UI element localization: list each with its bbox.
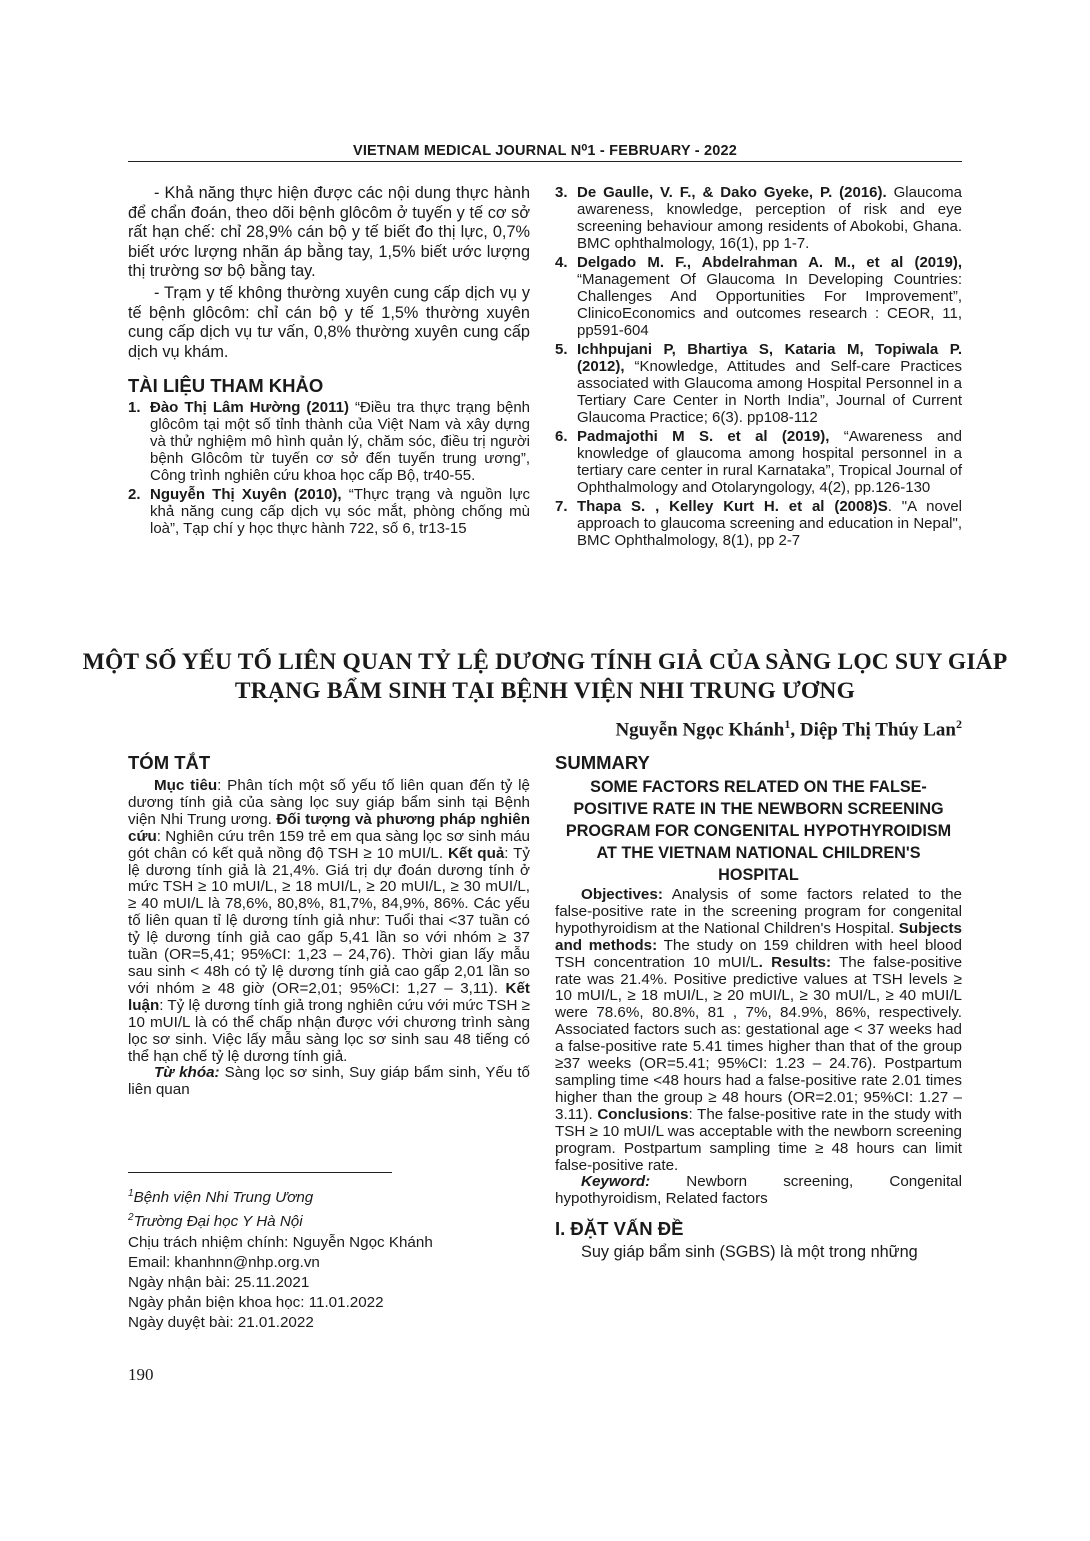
article-authors: Nguyễn Ngọc Khánh$^1$, Diệp Thị Thúy Lan$^2$ xyxy=(615,717,962,741)
intro-text: Suy giáp bẩm sinh (SGBS) là một trong những xyxy=(581,1243,918,1262)
reference-item: 5. Ichhpujani P, Bhartiya S, Kataria M, Topiwala P. (2012), “Knowledge, Attitudes and Self-care Practices associated with Glaucoma among Hospital Personnel in a Tertiary Care Center in North India”, Journal of Current Glaucoma Practice; 6(3). pp108-112 xyxy=(555,341,962,426)
reference-item: 7. Thapa S. , Kelley Kurt H. et al (2008)S. "A novel approach to glaucoma screening and education in Nepal", BMC Ophthalmology, 8(1), pp 2-7 xyxy=(555,498,962,549)
page-number: 190 xyxy=(128,1365,154,1384)
intro-heading: I. ĐẶT VẤN ĐỀ xyxy=(555,1218,684,1240)
reference-item: 3. De Gaulle, V. F., & Dako Gyeke, P. (2016). Glaucoma awareness, knowledge, perception of risk and eye screening behaviour among residents of Abokobi, Ghana. BMC ophthalmology, 16(1), pp 1-7. xyxy=(555,184,962,252)
abstract-vi xyxy=(128,752,530,1099)
corresponding-author: Chịu trách nhiệm chính: Nguyễn Ngọc Khánh xyxy=(128,1233,433,1251)
reference-item: 6. Padmajothi M S. et al (2019), “Awareness and knowledge of glaucoma among hospital personnel in a tertiary care center in rural Karnataka”, Tropical Journal of Ophthalmology and Otolaryngology, 4(2), pp.126-130 xyxy=(555,428,962,496)
header-rule xyxy=(128,161,962,162)
abstract-vi-heading: TÓM TẮT xyxy=(128,752,211,773)
summary-heading: SUMMARY xyxy=(555,752,650,773)
references-heading: TÀI LIỆU THAM KHẢO xyxy=(128,375,324,397)
conclusion-paragraph-1: - Khả năng thực hiện được các nội dung thực hành để chẩn đoán, theo dõi bệnh glôcôm ở tuyến y tế cơ sở rất hạn chế: chỉ 28,9% cán bộ y tế biết đo thị lực, 0,7% biết ước lượng nhãn áp bằng tay, 1,5% biết ước lượng thị trường sơ bộ bằng tay. xyxy=(128,184,530,281)
affiliation-2: $^2$Trường Đại học Y Hà Nội xyxy=(128,1212,303,1231)
reference-item: 2. Nguyễn Thị Xuyên (2010), “Thực trạng và nguồn lực khả năng cung cấp dịch vụ sóc mắt, phòng chống mù loà”, Tạp chí y học thực hành 722, số 6, tr13-15 xyxy=(128,485,530,537)
summary-title: SOME FACTORS RELATED ON THE FALSE-POSITIVE RATE IN THE NEWBORN SCREENING PROGRAM FOR CONGENITAL HYPOTHYROIDISM AT THE VIETNAM NATIONAL CHILDREN'S HOSPITAL xyxy=(565,778,952,884)
journal-header: VIETNAM MEDICAL JOURNAL N⁰1 - FEBRUARY - 2022 xyxy=(352,143,738,159)
reference-item: 1. Đào Thị Lâm Hường (2011) “Điều tra thực trạng bệnh glôcôm tại một số tỉnh thành của Việt Nam và xây dựng và thử nghiệm mô hình quản lý, chăm sóc, điều trị người bệnh Glôcôm từ tuyến cơ sở đến tuyến trung ương”, Công trình nghiên cứu khoa học cấp Bộ, tr40-55. xyxy=(128,398,531,484)
conclusion-paragraph-2: - Trạm y tế không thường xuyên cung cấp dịch vụ y tế bệnh glôcôm: chỉ cán bộ y tế 1,5% thường xuyên cung cấp dịch vụ tư vấn, 0,8% thường xuyên cung cấp dịch vụ khám. xyxy=(128,283,530,361)
footnotes xyxy=(128,1184,530,1334)
abstract-vi-keywords: Từ khóa: Sàng lọc sơ sinh, Suy giáp bẩm sinh, Yếu tố liên quan xyxy=(128,1064,531,1099)
email: Email: khanhnn@nhp.org.vn xyxy=(128,1253,320,1271)
date-received: Ngày nhận bài: 25.11.2021 xyxy=(128,1273,310,1291)
left-top-column xyxy=(128,184,530,539)
affiliation-1: $^1$Bệnh viện Nhi Trung Ương xyxy=(128,1188,314,1207)
date-reviewed: Ngày phản biện khoa học: 11.01.2022 xyxy=(128,1294,384,1312)
abstract-en xyxy=(555,752,962,1263)
article-title: MỘT SỐ YẾU TỐ LIÊN QUAN TỶ LỆ DƯƠNG TÍNH GIẢ CỦA SÀNG LỌC SUY GIÁP TRẠNG BẨM SINH TẠI BỆNH VIỆN NHI TRUNG ƯƠNG xyxy=(82,649,1008,704)
date-approved: Ngày duyệt bài: 21.01.2022 xyxy=(128,1314,314,1332)
abstract-en-keywords: Keyword: Newborn screening, Congenital hypothyroidism, Related factors xyxy=(555,1173,962,1208)
right-top-references xyxy=(555,184,962,551)
abstract-vi-body: Mục tiêu: Phân tích một số yếu tố liên quan đến tỷ lệ dương tính giả của sàng lọc suy giáp bẩm sinh tại Bệnh viện Nhi Trung ương. Đối tượng và phương pháp nghiên cứu: Nghiên cứu trên 159 trẻ em qua sàng lọc sơ sinh máu gót chân có kết quả nồng độ TSH ≥ 10 mUI/L. Kết quả: Tỷ lệ dương tính giả là 21,4%. Giá trị dự đoán dương tính ở mức TSH ≥ 10 mUI/L, ≥ 18 mUI/L, ≥ 20 mUI/L, ≥ 30 mUI/L, ≥ 40 mUI/L là 78,6%, 80,8%, 81,7%, 84,9%, 86%. Các yếu tố liên quan tỉ lệ dương tính giả như: Tuổi thai <37 tuần có tỷ lệ dương tính giả cao gấp 5,41 lần so với nhóm ≥ 37 tuần (OR=5,41; 95%CI: 1,23 – 24,76). Thời gian lấy mẫu sau sinh < 48h có tỷ lệ dương tính giả cao gấp 2,01 lần so với nhóm ≥ 48 giờ (OR=2,01; 95%CI: 1,27 – 3,11). Kết luận: Tỷ lệ dương tính giả trong nghiên cứu với mức TSH ≥ 10 mUI/L là có thể chấp nhận được với chương trình sàng lọc sơ sinh. Việc lấy mẫu sàng lọc sơ sinh sau 48 tiếng có thể hạn chế tỷ lệ dương tính giả. xyxy=(128,777,530,1065)
footnote-rule xyxy=(128,1172,392,1173)
reference-item: 4. Delgado M. F., Abdelrahman A. M., et al (2019), “Management Of Glaucoma In Developing Countries: Challenges And Opportunities For Improvement”, ClinicoEconomics and outcomes research : CEOR, 11, pp591-604 xyxy=(555,254,962,339)
abstract-en-body: Objectives: Analysis of some factors related to the false-positive rate in the screening program for congenital hypothyroidism at the National Children's Hospital. Subjects and methods: The study on 159 children with heel blood TSH concentration 10 mUI/L. Results: The false-positive rate was 21.4%. Positive predictive values at TSH levels ≥ 10 mUI/L, ≥ 18 mUI/L, ≥ 20 mUI/L, ≥ 30 mUI/L, ≥ 40 mUI/L were 78.6%, 80.8%, 81 , 7%, 84.9%, 86%, respectively. Associated factors such as: gestational age < 37 weeks had a false-positive rate 5.41 times higher than that of the group ≥37 weeks (OR=5.41; 95%CI: 1.23 – 24.76). Postpartum sampling time <48 hours had a false-positive rate 2.01 times higher than the group ≥ 48 hours (OR=2.01; 95%CI: 1.27 – 3.11). Conclusions: The false-positive rate in the study with TSH ≥ 10 mUI/L was acceptable with the newborn screening program. Postpartum sampling time ≥ 48 hours can limit false-positive rate. xyxy=(555,886,963,1174)
